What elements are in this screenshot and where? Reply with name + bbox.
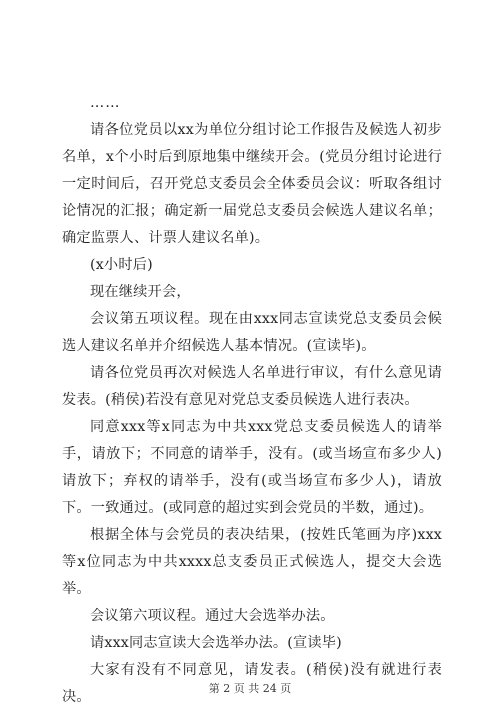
paragraph-vote: 同意xxx等x同志为中共xxx党总支委员候选人的请举手，请放下；不同意的请举手，没有。(或当场宣布多少人)请放下；弃权的请举手，没有(或当场宣布多少人)，请放下。一致通过。(或同意的超过实到会党员的半数，通过)。 [62,419,442,516]
paragraph-resume-meeting: 现在继续开会， [90,284,191,300]
paragraph-hours-later: (x小时后) [90,257,153,273]
paragraph-objections: 大家有没有不同意见，请发表。(稍侯)没有就进行表决。 [62,662,442,705]
paragraph-ellipsis: …… [90,95,121,111]
paragraph-review-candidates: 请各位党员再次对候选人名单进行审议，有什么意见请发表。(稍侯)若没有意见对党总支委员候选人进行表决。 [62,365,442,408]
paragraph-read-election-rules: 请xxx同志宣读大会选举办法。(宣读毕) [90,635,342,651]
document-body [62,90,442,711]
paragraph-group-discussion: 请各位党员以xx为单位分组讨论工作报告及候选人初步名单，x个小时后到原地集中继续开会。(党员分组讨论进行一定时间后，召开党总支委员会全体委员会议：听取各组讨论情况的汇报；确定新一届党总支委员会候选人建议名单；确定监票人、计票人建议名单)。 [62,122,442,246]
paragraph-vote-result: 根据全体与会党员的表决结果，(按姓氏笔画为序)xxx等x位同志为中共xxxx总支委员正式候选人，提交大会选举。 [62,527,442,597]
page-number-footer: 第 2 页 共 24 页 [208,682,292,695]
paragraph-agenda-five: 会议第五项议程。现在由xxx同志宣读党总支委员会候选人建议名单并介绍候选人基本情况。(宣读毕)。 [62,311,442,354]
paragraph-agenda-six: 会议第六项议程。通过大会选举办法。 [90,608,335,624]
